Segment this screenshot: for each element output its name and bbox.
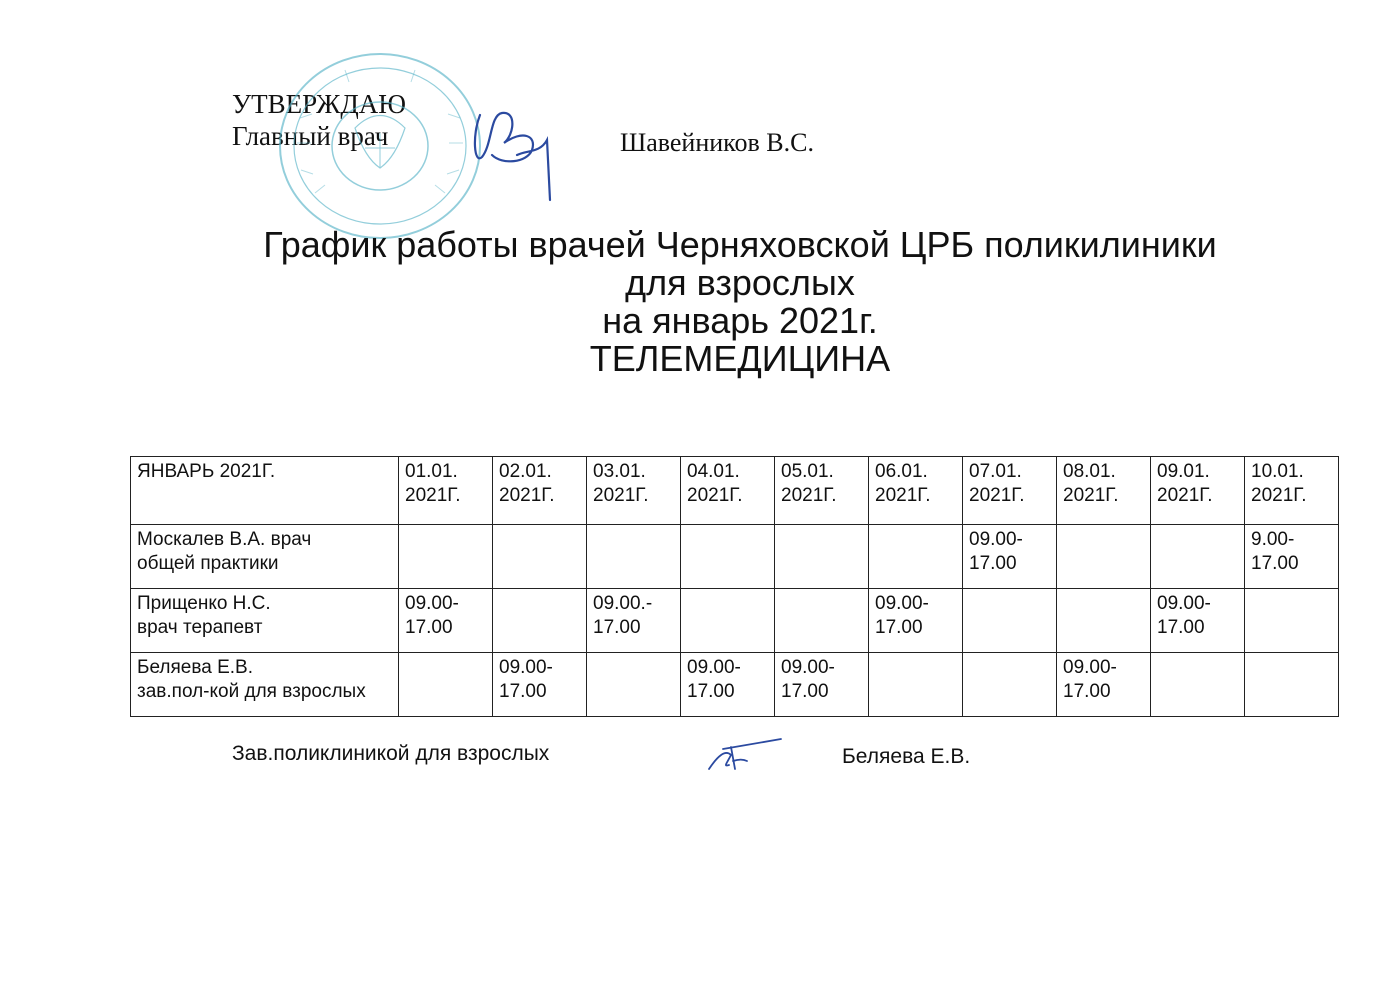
chief-signature-icon (462, 95, 562, 205)
shift-cell (963, 589, 1057, 653)
shift-cell: 09.00- 17.00 (963, 525, 1057, 589)
shift-cell (775, 589, 869, 653)
header-cell: 03.01. 2021Г. (587, 457, 681, 525)
shift-cell: 09.00.- 17.00 (587, 589, 681, 653)
header-cell: 05.01. 2021Г. (775, 457, 869, 525)
head-signature-icon (705, 735, 785, 773)
shift-cell: 9.00- 17.00 (1245, 525, 1339, 589)
shift-cell (1057, 589, 1151, 653)
shift-cell (399, 525, 493, 589)
shift-cell (681, 589, 775, 653)
shift-cell (1151, 653, 1245, 717)
shift-cell (587, 653, 681, 717)
shift-cell (869, 525, 963, 589)
doctor-cell: Москалев В.А. врач общей практики (131, 525, 399, 589)
schedule-table (130, 456, 1339, 717)
header-cell: ЯНВАРЬ 2021Г. (131, 457, 399, 525)
chief-name: Шавейников В.С. (620, 128, 814, 157)
approver-position: Главный врач (232, 121, 389, 151)
shift-cell (1057, 525, 1151, 589)
shift-cell: 09.00- 17.00 (681, 653, 775, 717)
header-cell: 04.01. 2021Г. (681, 457, 775, 525)
shift-cell (963, 653, 1057, 717)
shift-cell (681, 525, 775, 589)
document-title (0, 226, 1400, 378)
header-cell: 09.01. 2021Г. (1151, 457, 1245, 525)
footer-name: Беляева Е.В. (842, 745, 971, 768)
round-seal-stamp-icon (275, 48, 485, 244)
header-cell: 08.01. 2021Г. (1057, 457, 1151, 525)
header-cell: 02.01. 2021Г. (493, 457, 587, 525)
approve-heading: УТВЕРЖДАЮ (232, 89, 407, 119)
shift-cell (493, 525, 587, 589)
shift-cell (587, 525, 681, 589)
title-line-3: на январь 2021г. (602, 300, 878, 341)
header-cell: 01.01. 2021Г. (399, 457, 493, 525)
shift-cell: 09.00- 17.00 (493, 653, 587, 717)
title-line-1: График работы врачей Черняховской ЦРБ поликилиники (263, 224, 1217, 265)
shift-cell: 09.00- 17.00 (775, 653, 869, 717)
shift-cell: 09.00- 17.00 (869, 589, 963, 653)
title-line-4: ТЕЛЕМЕДИЦИНА (589, 338, 891, 379)
shift-cell (1245, 589, 1339, 653)
shift-cell (1245, 653, 1339, 717)
header-cell: 07.01. 2021Г. (963, 457, 1057, 525)
footer-position: Зав.поликлиникой для взрослых (232, 742, 550, 765)
title-line-2: для взрослых (625, 262, 855, 303)
shift-cell (869, 653, 963, 717)
shift-cell (775, 525, 869, 589)
shift-cell (1151, 525, 1245, 589)
doctor-cell: Беляева Е.В. зав.пол-кой для взрослых (131, 653, 399, 717)
table-row (131, 653, 1339, 717)
shift-cell (399, 653, 493, 717)
shift-cell: 09.00- 17.00 (1057, 653, 1151, 717)
table-header-row (131, 457, 1339, 525)
shift-cell (493, 589, 587, 653)
shift-cell: 09.00- 17.00 (1151, 589, 1245, 653)
shift-cell: 09.00- 17.00 (399, 589, 493, 653)
table-row (131, 525, 1339, 589)
table-row (131, 589, 1339, 653)
header-cell: 10.01. 2021Г. (1245, 457, 1339, 525)
doctor-cell: Прищенко Н.С. врач терапевт (131, 589, 399, 653)
header-cell: 06.01. 2021Г. (869, 457, 963, 525)
